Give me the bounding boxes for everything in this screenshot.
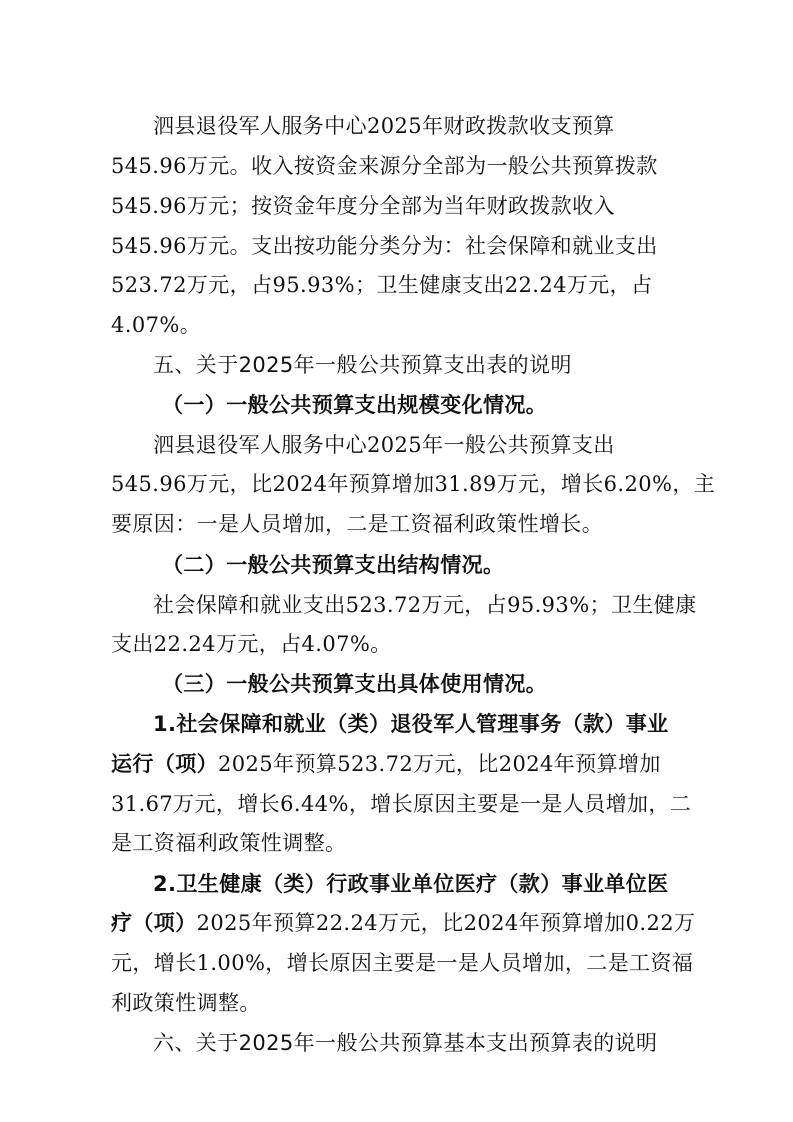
structure-paragraph-line: 社会保障和就业支出523.72万元，占95.93%；卫生健康 [153,593,697,617]
item1-line [111,749,661,779]
sub-heading-usage: （三）一般公共预算支出具体使用情况。 [162,672,548,696]
intro-paragraph-line: 523.72万元，占95.93%；卫生健康支出22.24万元，占 [111,273,653,297]
item2-line: 元，增长1.00%，增长原因主要是一是人员增加，二是工资福 [111,951,694,975]
section-heading-six: 六、关于2025年一般公共预算基本支出预算表的说明 [153,1031,658,1055]
item1-heading-tail: 运行（项） [111,752,218,776]
intro-paragraph-line: 545.96万元；按资金年度分全部为当年财政拨款收入 [111,194,615,218]
item1-heading-line: 1.社会保障和就业（类）退役军人管理事务（款）事业 [153,712,669,736]
item2-line: 利政策性调整。 [111,991,261,1015]
item2-line [111,908,695,938]
intro-paragraph-line: 泗县退役军人服务中心2025年财政拨款收支预算 [153,114,615,138]
item2-heading-tail: 疗（项） [111,911,197,935]
sub-heading-structure: （二）一般公共预算支出结构情况。 [162,553,505,577]
item1-line: 31.67万元，增长6.44%，增长原因主要是一是人员增加，二 [111,792,692,816]
scale-paragraph-line: 要原因：一是人员增加，二是工资福利政策性增长。 [111,512,604,536]
intro-paragraph-line: 4.07%。 [111,313,202,337]
section-heading-five: 五、关于2025年一般公共预算支出表的说明 [153,353,572,377]
item1-text: 2025年预算523.72万元，比2024年预算增加 [218,752,661,776]
item2-text: 2025年预算22.24万元，比2024年预算增加0.22万 [196,911,696,935]
item1-line: 是工资福利政策性调整。 [111,831,347,855]
intro-paragraph-line: 545.96万元。收入按资金来源分全部为一般公共预算拨款 [111,154,658,178]
scale-paragraph-line: 545.96万元，比2024年预算增加31.89万元，增长6.20%，主 [111,472,716,496]
structure-paragraph-line: 支出22.24万元，占4.07%。 [111,632,392,656]
item2-heading-line: 2.卫生健康（类）行政事业单位医疗（款）事业单位医 [153,872,669,896]
sub-heading-scale: （一）一般公共预算支出规模变化情况。 [162,393,548,417]
scale-paragraph-line: 泗县退役军人服务中心2025年一般公共预算支出 [153,433,615,457]
intro-paragraph-line: 545.96万元。支出按功能分类分为：社会保障和就业支出 [111,234,658,258]
